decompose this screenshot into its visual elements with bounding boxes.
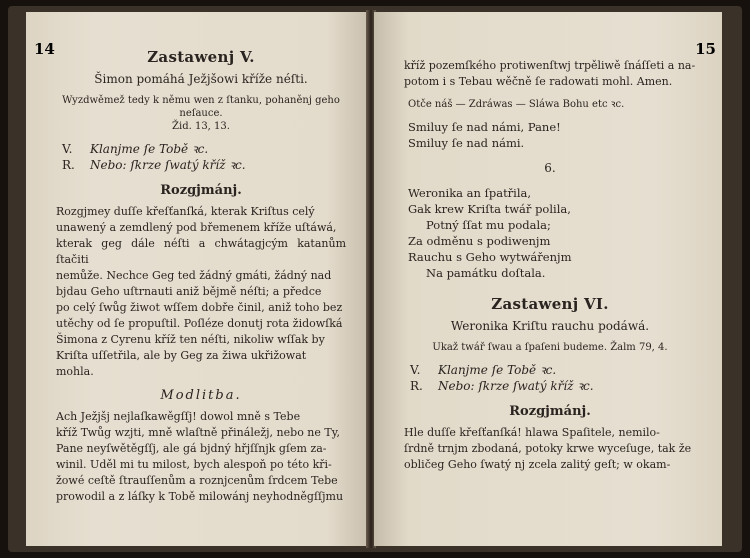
text-line: Šimona z Cyrenu kříž ten néſti, nikoliw wſſak by (56, 333, 325, 346)
text-line: nemůže. Nechce Geg ted žádný gmáti, žádný nad (56, 269, 332, 282)
text-line: žowé ceſtě ſtrauſſenům a roznjcenům ſrdcem Tebe (56, 474, 338, 487)
text-line: utěchy od ſe propuſtil. Poſléze donutj rota židowſká (56, 317, 343, 330)
prayer-reference: Otče náš — Zdráwas — Sláwa Bohu etc ꝛc. (408, 99, 625, 110)
response-text: Nebo: ſkrze ſwatý kříž ꝛc. (438, 379, 594, 393)
text-line: Ach Ježjšj nejlaſkawěgſſj! dowol mně s Tebe (56, 410, 301, 423)
text-line: winil. Uděl mi tu milost, bych alespoň po této kři- (56, 458, 332, 471)
right-page (374, 12, 722, 546)
text-line: unawený a zemdlený pod břemenem kříže uſtáwá, (56, 221, 337, 234)
response-mark: R. (410, 379, 423, 393)
text-line: Hle duſſe křeſťanſká! hlawa Spaſitele, nemilo- (404, 426, 660, 439)
meditation-paragraph (404, 425, 696, 473)
versicle-response (62, 141, 346, 173)
versicle-mark: V. (62, 142, 73, 156)
station-subtitle-v: Šimon pomáhá Ježjšowi kříže néſti. (94, 72, 308, 86)
station-title-v: Zastawenj V. (147, 48, 255, 66)
text-line: Kriſta uſſetřila, ale by Geg za žiwa ukřižowat (56, 349, 307, 362)
versicle-mark: V. (410, 363, 421, 377)
station-title-vi: Zastawenj VI. (491, 295, 609, 313)
section-heading-meditation: Rozgjmánj. (160, 183, 242, 198)
section-heading-prayer: Modlitba. (160, 388, 242, 403)
versicle-text: Klanjme ſe Tobě ꝛc. (90, 142, 209, 156)
scripture-note-line: Žid. 13, 13. (172, 121, 230, 132)
continued-paragraph (404, 58, 696, 90)
prayer-paragraph (56, 409, 346, 505)
scripture-note-v (56, 94, 346, 133)
verse-line: Weronika an ſpatřila, (408, 186, 532, 200)
refrain-line: Smiluy ſe nad námi. (408, 136, 525, 150)
page-number-right: 15 (695, 40, 716, 58)
text-line: bjdau Geho uſtrnauti aniž bějmě néſti; a předce (56, 285, 322, 298)
text-line: potom i s Tebau wěčně ſe radowati mohl. Amen. (404, 75, 673, 88)
page-number-left: 14 (34, 40, 55, 58)
verse-number: 6. (544, 161, 556, 175)
verse-line: Gak krew Kriſta twář polila, (408, 202, 571, 216)
verse-line: Za odměnu s podiwenjm (408, 234, 551, 248)
verse-line: Potný ſſat mu podala; (426, 218, 551, 232)
hymn-verse (408, 185, 696, 281)
text-line: po celý ſwůg žiwot wſſem dobře činil, aniž toho bez (56, 301, 343, 314)
text-line: mohla. (56, 365, 94, 378)
text-line: obličeg Geho ſwatý nj zcela zalitý geſt; w okam- (404, 458, 671, 471)
text-line: kterak geg dále néſti a chwátagjcým katanům ſtačiti (56, 237, 346, 266)
text-line: ſrdně trnjm zbodaná, potoky krwe wyceſuge, tak že (404, 442, 692, 455)
text-line: Pane neyſwětěgſſj, ale gá bjdný hřjſſnjk gſem za- (56, 442, 327, 455)
scripture-note-line: Wyzdwěmež tedy k němu wen z ſtanku, pohaněnj geho neſauce. (62, 95, 340, 119)
text-line: kříž Twůg wzjti, mně wlaſtně přináležj, nebo ne Ty, (56, 426, 340, 439)
section-heading-meditation: Rozgjmánj. (509, 404, 591, 419)
versicle-response (410, 362, 696, 394)
refrain (408, 119, 696, 151)
meditation-paragraph (56, 204, 346, 380)
scripture-note-vi: Ukaž twář ſwau a ſpaſeni budeme. Žalm 79, 4. (432, 342, 668, 353)
response-mark: R. (62, 158, 75, 172)
verse-line: Rauchu s Geho wytwářenjm (408, 250, 572, 264)
response-text: Nebo: ſkrze ſwatý kříž ꝛc. (90, 158, 246, 172)
text-line: prowodil a z láſky k Tobě milowánj neyhodněgſſjmu (56, 490, 344, 503)
left-page (26, 12, 368, 546)
verse-line: Na památku doſtala. (426, 266, 546, 280)
refrain-line: Smiluy ſe nad námi, Pane! (408, 120, 561, 134)
station-subtitle-vi: Weronika Kriſtu rauchu podáwá. (450, 319, 650, 333)
text-line: Rozgjmey duſſe křeſťanſká, kterak Kriſtus celý (56, 205, 315, 218)
text-line: kříž pozemſkého protiwenſtwj trpěliwě ſnáſſeti a na- (404, 59, 696, 72)
versicle-text: Klanjme ſe Tobě ꝛc. (438, 363, 557, 377)
